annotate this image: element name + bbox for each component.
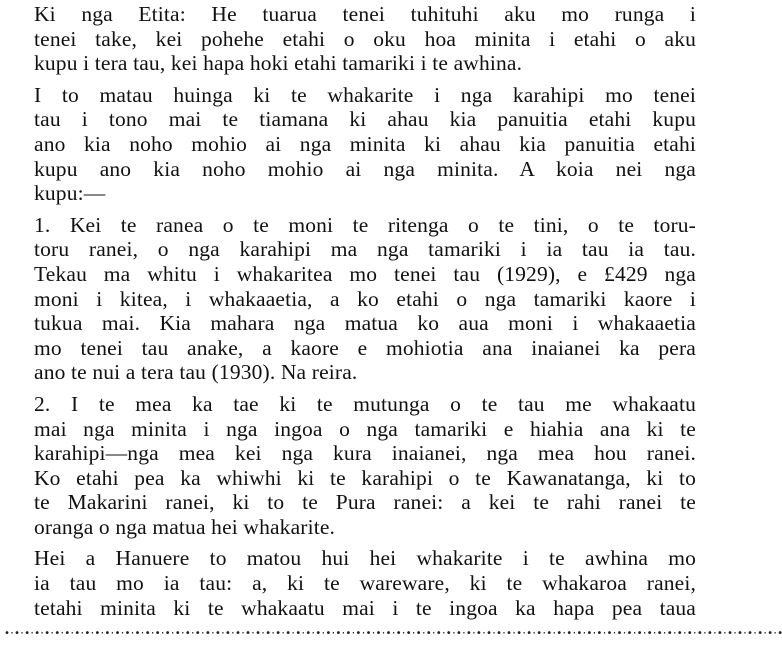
paragraph-meeting: [5, 83, 696, 206]
paragraph-point-1: [5, 213, 696, 385]
dotted-divider: •·•·•·•·•·•·•·•·•·•·•·•·•·•·•·•·•·•·•·•·•·•·•·•·•·•·•·•·•·•·•·•·•·•·•·•·•·•·•·•·•·•·•·•·•·•·•·•·•·•·•·•·•·•·•·•·•·•·•·•·•·•·•·•·•·•·•·•·•·•·•·•·•·•·•·•·•·•: [4, 628, 782, 639]
text-line: ano te nui a tera tau (1930). Na reira.: [34, 360, 358, 385]
text-line: tukua mai. Kia mahara nga matua ko aua moni i whakaaetia: [34, 311, 696, 336]
text-line: I to matau huinga ki te whakarite i nga karahipi mo tenei: [34, 82, 696, 107]
text-line: moni i kitea, i whakaaetia, a ko etahi o nga tamariki kaore i: [34, 286, 696, 311]
text-line: tau i tono mai te tiamana ki ahau kia panuitia etahi kupu: [34, 107, 696, 132]
paragraph-point-2: [5, 392, 696, 540]
text-line: toru ranei, o nga karahipi ma nga tamariki i ia tau ia tau.: [34, 237, 696, 262]
text-line: Ko etahi pea ka whiwhi ki te karahipi o te Kawanatanga, ki to: [34, 465, 696, 490]
text-line: tetahi minita ki te whakaatu mai i te ingoa ka hapa pea taua: [34, 595, 696, 620]
text-line: oranga o nga matua hei whakarite.: [34, 514, 336, 539]
text-line: te Makarini ranei, ki to te Pura ranei: a kei te rahi ranei te: [34, 490, 696, 515]
text-line: ano kia noho mohio ai nga minita ki ahau kia panuitia etahi: [34, 131, 696, 156]
text-line: Ki nga Etita: He tuarua tenei tuhituhi aku mo runga i: [34, 2, 696, 26]
text-line: mo tenei tau anake, a kaore e mohiotia ana inaianei ka pera: [34, 335, 696, 360]
text-line: Hei a Hanuere to matou hui hei whakarite i te awhina mo: [34, 546, 696, 571]
text-line: Tekau ma whitu i whakaritea mo tenei tau (1929), e £429 nga: [34, 261, 696, 286]
text-line: kupu i tera tau, kei hapa hoki etahi tamariki i te awhina.: [34, 51, 523, 76]
text-line: 1. Kei te ranea o te moni te ritenga o te tini, o te toru-: [34, 212, 696, 237]
text-line: kupu ano kia noho mohio ai nga minita. A koia nei nga: [34, 156, 696, 181]
text-line: kupu:—: [34, 181, 106, 206]
paragraph-january: [5, 546, 696, 620]
paragraph-intro: [5, 2, 696, 76]
text-line: tenei take, kei pohehe etahi o oku hoa minita i etahi o aku: [34, 26, 696, 51]
text-line: karahipi—nga mea kei nga kura inaianei, nga mea hou ranei.: [34, 441, 696, 466]
text-line: 2. I te mea ka tae ki te mutunga o te tau me whakaatu: [34, 391, 696, 416]
text-line: ia tau mo ia tau: a, ki te wareware, ki te whakaroa ranei,: [34, 571, 696, 596]
text-line: mai nga minita i nga ingoa o nga tamariki e hiahia ana ki te: [34, 416, 696, 441]
